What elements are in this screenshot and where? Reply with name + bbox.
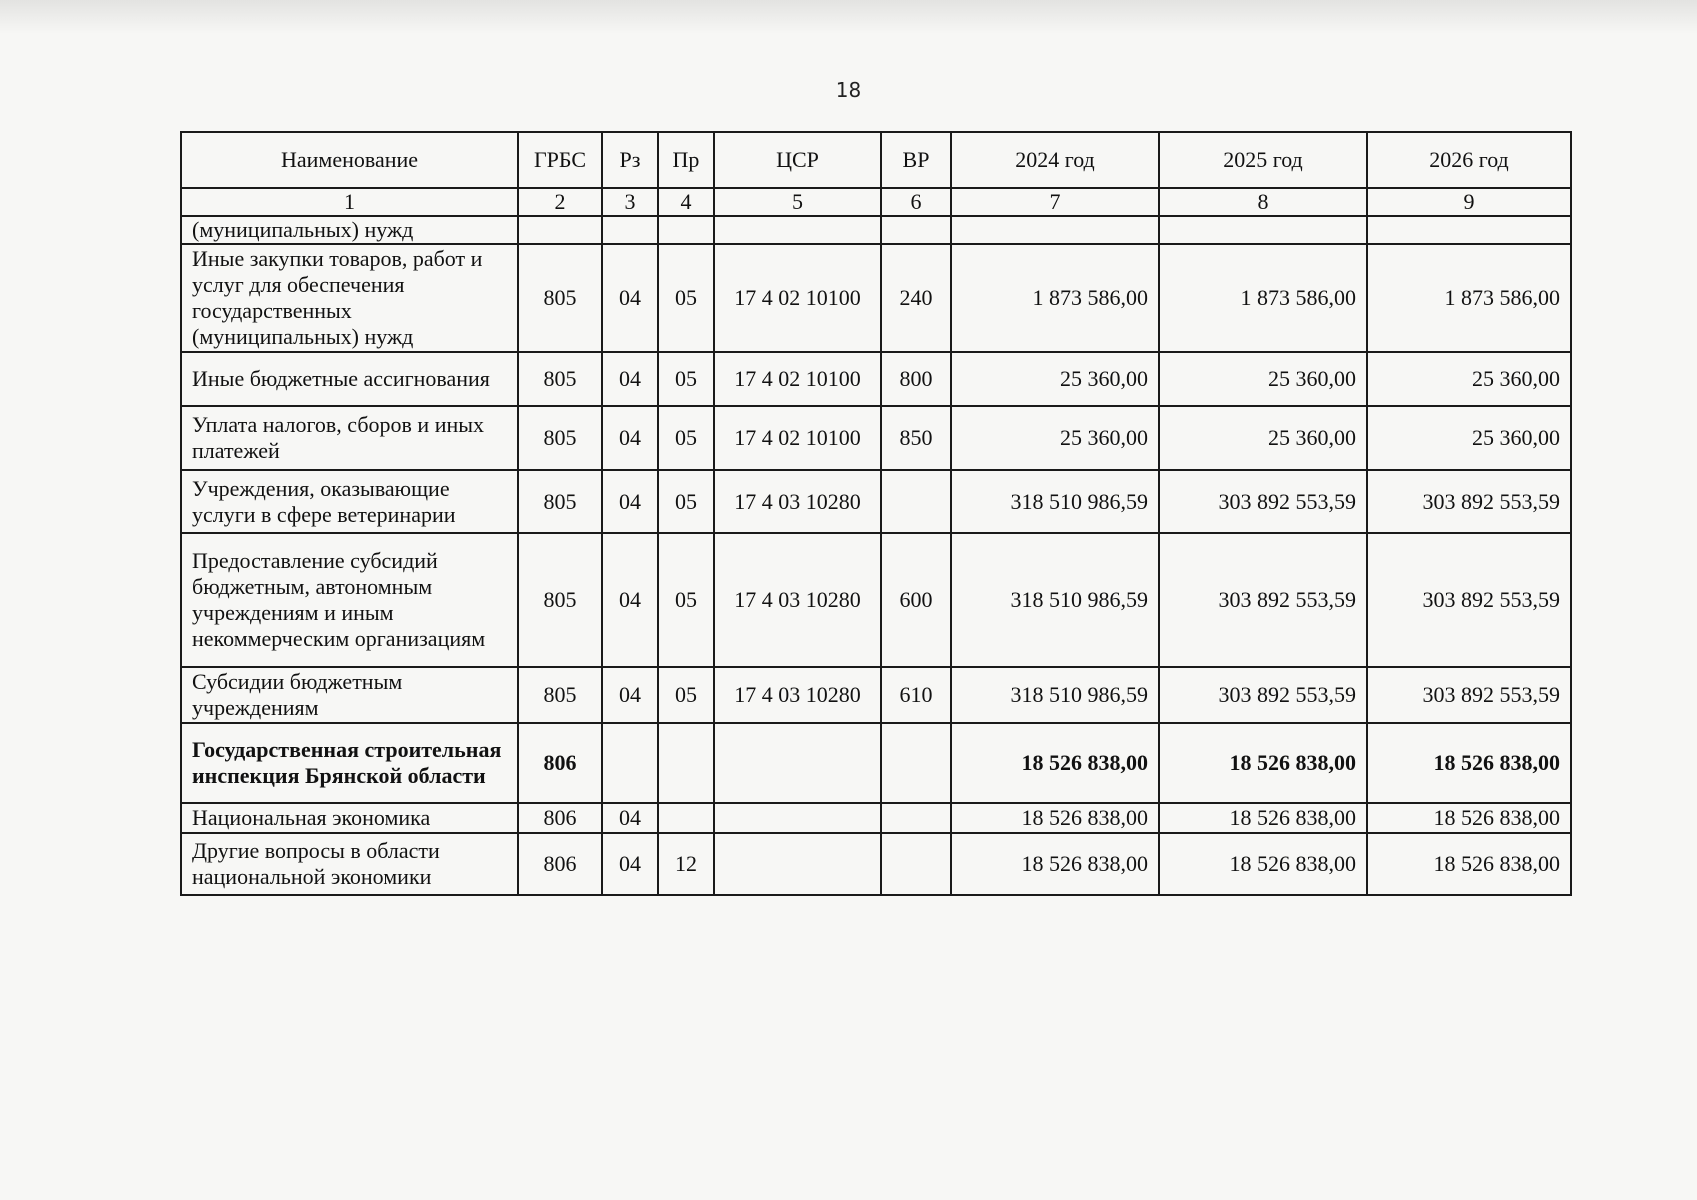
header-2025: 2025 год — [1159, 132, 1367, 188]
cell-pr: 05 — [658, 533, 714, 667]
cell-2024: 18 526 838,00 — [951, 833, 1159, 895]
table-row — [181, 470, 1571, 533]
cell-grbs: 806 — [518, 833, 602, 895]
table-row — [181, 406, 1571, 470]
cell-pr — [658, 723, 714, 803]
table-header-row — [181, 132, 1571, 188]
cell-2026: 18 526 838,00 — [1367, 803, 1571, 833]
cell-name: Учреждения, оказывающие услуги в сфере ветеринарии — [181, 470, 518, 533]
cell-vr — [881, 833, 951, 895]
cell-name: Национальная экономика — [181, 803, 518, 833]
cell-grbs: 806 — [518, 723, 602, 803]
cell-2026: 25 360,00 — [1367, 406, 1571, 470]
column-number: 8 — [1159, 188, 1367, 216]
budget-table — [180, 131, 1572, 896]
header-grbs: ГРБС — [518, 132, 602, 188]
cell-rz: 04 — [602, 352, 658, 406]
cell-2025: 303 892 553,59 — [1159, 533, 1367, 667]
column-number: 5 — [714, 188, 881, 216]
table-row — [181, 533, 1571, 667]
cell-grbs: 805 — [518, 667, 602, 723]
table-row — [181, 723, 1571, 803]
cell-name: Другие вопросы в области национальной экономики — [181, 833, 518, 895]
cell-2026: 303 892 553,59 — [1367, 533, 1571, 667]
cell-grbs: 805 — [518, 352, 602, 406]
cell-csr: 17 4 03 10280 — [714, 533, 881, 667]
header-rz: Рз — [602, 132, 658, 188]
cell-vr: 800 — [881, 352, 951, 406]
cell-name: Государственная строительная инспекция Брянской области — [181, 723, 518, 803]
cell-2024: 318 510 986,59 — [951, 667, 1159, 723]
cell-csr: 17 4 02 10100 — [714, 406, 881, 470]
cell-2025: 303 892 553,59 — [1159, 667, 1367, 723]
cell-name: Субсидии бюджетным учреждениям — [181, 667, 518, 723]
cell-2024: 18 526 838,00 — [951, 723, 1159, 803]
header-csr: ЦСР — [714, 132, 881, 188]
cell-grbs: 805 — [518, 470, 602, 533]
cell-pr: 05 — [658, 352, 714, 406]
cell-2024: 318 510 986,59 — [951, 533, 1159, 667]
column-number: 9 — [1367, 188, 1571, 216]
cell-2025: 1 873 586,00 — [1159, 244, 1367, 352]
header-2024: 2024 год — [951, 132, 1159, 188]
cell-rz: 04 — [602, 533, 658, 667]
cell-rz: 04 — [602, 833, 658, 895]
cell-csr: 17 4 02 10100 — [714, 352, 881, 406]
table-row — [181, 352, 1571, 406]
cell-name: Иные закупки товаров, работ и услуг для обеспечения государственных (муниципальных) нужд — [181, 244, 518, 352]
cell-pr: 12 — [658, 833, 714, 895]
header-name: Наименование — [181, 132, 518, 188]
cell-csr — [714, 803, 881, 833]
cell-csr — [714, 216, 881, 244]
cell-csr — [714, 833, 881, 895]
cell-2024: 25 360,00 — [951, 352, 1159, 406]
table-row — [181, 833, 1571, 895]
page-number: 18 — [835, 78, 862, 102]
table-row — [181, 244, 1571, 352]
cell-csr — [714, 723, 881, 803]
header-2026: 2026 год — [1367, 132, 1571, 188]
cell-vr — [881, 803, 951, 833]
header-vr: ВР — [881, 132, 951, 188]
cell-2025: 303 892 553,59 — [1159, 470, 1367, 533]
cell-2024: 25 360,00 — [951, 406, 1159, 470]
cell-pr: 05 — [658, 667, 714, 723]
cell-pr: 05 — [658, 406, 714, 470]
cell-2026: 1 873 586,00 — [1367, 244, 1571, 352]
cell-grbs — [518, 216, 602, 244]
scan-edge-shade — [0, 0, 1697, 34]
cell-2025 — [1159, 216, 1367, 244]
cell-grbs: 805 — [518, 244, 602, 352]
cell-2026: 303 892 553,59 — [1367, 470, 1571, 533]
cell-csr: 17 4 03 10280 — [714, 470, 881, 533]
cell-rz: 04 — [602, 470, 658, 533]
column-number: 6 — [881, 188, 951, 216]
cell-2024: 1 873 586,00 — [951, 244, 1159, 352]
table-row — [181, 667, 1571, 723]
cell-2024 — [951, 216, 1159, 244]
cell-vr: 610 — [881, 667, 951, 723]
cell-pr — [658, 216, 714, 244]
table-row — [181, 803, 1571, 833]
column-number: 3 — [602, 188, 658, 216]
cell-2026: 25 360,00 — [1367, 352, 1571, 406]
column-number: 1 — [181, 188, 518, 216]
column-number: 2 — [518, 188, 602, 216]
cell-rz — [602, 723, 658, 803]
cell-vr — [881, 470, 951, 533]
cell-vr: 240 — [881, 244, 951, 352]
cell-2025: 25 360,00 — [1159, 352, 1367, 406]
cell-2026: 18 526 838,00 — [1367, 833, 1571, 895]
cell-grbs: 806 — [518, 803, 602, 833]
cell-2025: 25 360,00 — [1159, 406, 1367, 470]
cell-rz: 04 — [602, 406, 658, 470]
table-row — [181, 216, 1571, 244]
cell-name: (муниципальных) нужд — [181, 216, 518, 244]
cell-vr: 850 — [881, 406, 951, 470]
cell-pr: 05 — [658, 470, 714, 533]
header-pr: Пр — [658, 132, 714, 188]
cell-rz — [602, 216, 658, 244]
cell-rz: 04 — [602, 667, 658, 723]
cell-2026: 18 526 838,00 — [1367, 723, 1571, 803]
cell-rz: 04 — [602, 803, 658, 833]
cell-grbs: 805 — [518, 406, 602, 470]
cell-2025: 18 526 838,00 — [1159, 833, 1367, 895]
cell-2026 — [1367, 216, 1571, 244]
cell-vr — [881, 723, 951, 803]
column-number: 4 — [658, 188, 714, 216]
cell-2025: 18 526 838,00 — [1159, 723, 1367, 803]
column-number: 7 — [951, 188, 1159, 216]
cell-pr: 05 — [658, 244, 714, 352]
cell-name: Уплата налогов, сборов и иных платежей — [181, 406, 518, 470]
cell-2024: 18 526 838,00 — [951, 803, 1159, 833]
cell-grbs: 805 — [518, 533, 602, 667]
cell-name: Предоставление субсидий бюджетным, автономным учреждениям и иным некоммерческим организациям — [181, 533, 518, 667]
cell-csr: 17 4 03 10280 — [714, 667, 881, 723]
cell-name: Иные бюджетные ассигнования — [181, 352, 518, 406]
cell-2024: 318 510 986,59 — [951, 470, 1159, 533]
cell-csr: 17 4 02 10100 — [714, 244, 881, 352]
cell-vr: 600 — [881, 533, 951, 667]
cell-2026: 303 892 553,59 — [1367, 667, 1571, 723]
cell-rz: 04 — [602, 244, 658, 352]
cell-pr — [658, 803, 714, 833]
cell-vr — [881, 216, 951, 244]
cell-2025: 18 526 838,00 — [1159, 803, 1367, 833]
column-number-row — [181, 188, 1571, 216]
